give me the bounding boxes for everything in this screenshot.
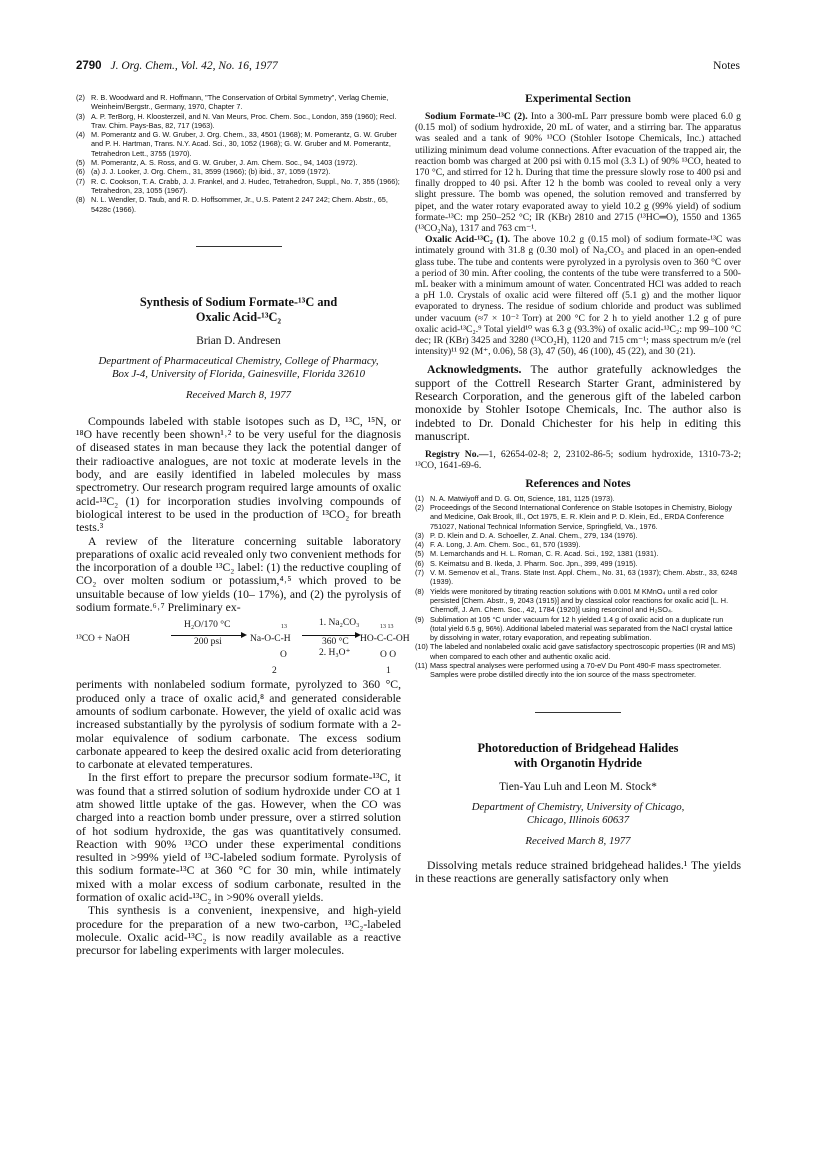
reference-text: M. Pomerantz and G. W. Gruber, J. Org. Chem., 33, 4501 (1968); M. Pomerantz, G. W. Gruber and P. H. Hartman, Trans. N.Y. Acad. Sci., 30, 1052 (1968); G. W. Gruber and M. Pomerantz, Tetrahedron Lett., 3755 (1970). [91,130,397,158]
journal-citation: J. Org. Chem., Vol. 42, No. 16, 1977 [110,60,278,72]
body-paragraph: Compounds labeled with stable isotopes such as D, ¹³C, ¹⁵N, or ¹⁸O have recently been shown¹˒² to be very useful for the diagnosis of diseased states in man because they lack the potential danger of their radioactive analogues, are not toxic at moderate levels in the body, and are easily identified in labeled molecules by mass spectrometry. Our research program required large amounts of oxalic acid-¹³C₂ (1) for incorporation studies involving compounds of biological interest to be used in the production of ¹³CO₂ for breath tests.³ [76,414,401,535]
scheme-condition: H₂O/170 °C [184,620,231,631]
scheme-product: HO-C-C-OH [360,634,410,645]
reference-text: Proceedings of the Second International Conference on Stable Isotopes in Chemistry, Biology and Medicine, Oak Brook, Ill., Oct 1975, E. R. Klein and P. D. Klein, Ed., ERDA Conference 751027, National Technical Information Service, Springfield, Va., 1976. [430,502,733,531]
reference-item [415,587,741,615]
reference-number: (6) [415,558,424,568]
reaction-arrow [171,635,245,636]
reference-number: (7) [76,176,85,186]
article-title: Synthesis of Sodium Formate-¹³C and Oxalic Acid-¹³C₂ [139,294,338,324]
reference-text: (a) J. J. Looker, J. Org. Chem., 31, 3599 (1966); (b) ibid., 37, 1059 (1972). [91,167,331,177]
experimental-paragraph: Sodium Formate-¹³C (2). Into a 300-mL Parr pressure bomb were placed 6.0 g (0.15 mol) of sodium hydroxide, 20 mL of water, and a stirring bar. The apparatus was sealed and a tank of 90% ¹³CO (Stohler Isotope Chemicals, Inc.) attached utilizing minimum dead volume connections. After evacuation of the trapped air, the reaction bomb was charged at 200 psi with 0.15 mol (3.3 L) of 90% ¹³CO, heated to 170 °C, and stirred for 12 h. During that time the pressure slowly rose to 400 psi and finally dropped to 40 psi. After 12 h the bomb was cooled to reveal only a very slight pressure. The bomb was opened, the solution removed and transferred by pipet, and the water rotary evaporated away to yield 10.2 g (99% yield) of sodium formate-¹³C: mp 250–252 °C; IR (KBr) 2810 and 2715 (¹³HC═O), 1550 and 1365 (¹³CO₂Na), 1317 and 763 cm⁻¹. [415,111,741,235]
reference-item [76,177,401,196]
reaction-scheme [76,614,410,678]
received-date: Received March 8, 1977 [525,834,631,847]
body-paragraph: A review of the literature concerning suitable laboratory preparations of oxalic acid revealed only two convenient methods for the incorporation of a double ¹³C₂ label: (1) the reductive coupling of CO₂ over molten sodium or potassium,⁴˒⁵ which proved to be unsuitable because of low yields (10– 17%), and (2) the pyrolysis of sodium formate.⁶˒⁷ Preliminary ex- [76,534,401,615]
article-author: Brian D. Andresen [196,334,281,347]
reference-item [415,531,741,540]
reference-item [415,568,741,587]
reference-item [76,93,401,112]
reference-number: (2) [415,502,424,512]
isotope-label: 13 [281,624,287,631]
compound-number: 1 [386,666,391,677]
reference-text: The labeled and nonlabeled oxalic acid gave satisfactory spectroscopic properties (IR and MS) when compared to each other and authentic oxalic acid. [430,642,736,661]
reference-item [415,549,741,558]
reference-item [415,559,741,568]
body-paragraph: periments with nonlabeled sodium formate, pyrolyzed to 360 °C, produced only a trace of oxalic acid,⁸ and generated considerable amounts of sodium carbonate. However, the yield of oxalic acid was increased substantially by the pyrolysis of sodium formate with a 2-molar equivalence of sodium carbonate. The excess sodium carbonate appeared to keep the desired oxalic acid from deteriorating to carbonate at elevated temperatures. [76,678,401,772]
reference-item [76,195,401,214]
reference-text: N. L. Wendler, D. Taub, and R. D. Hoffsommer, Jr., U.S. Patent 2 247 242; Chem. Abstr., 65, 5428c (1966). [91,195,388,214]
reference-text: A. P. TerBorg, H. Kloosterzeil, and N. Van Meurs, Proc. Chem. Soc., London, 359 (1960); Recl. Trav. Chim. Pays-Bas, 82, 717 (1963). [91,111,397,130]
reference-text: Sublimation at 105 °C under vacuum for 12 h yielded 1.4 g of oxalic acid on a duplicate run (total yield 6.5 g, 96%). Additional labeled material was separated from the NaCl crystal lattice by dissolving in water, rotary evaporation, and repeating sublimation. [430,614,733,643]
article-title: Photoreduction of Bridgehead Halides with Organotin Hydride [477,740,679,770]
reference-number: (3) [415,530,424,540]
registry-numbers: Registry No.—1, 62654-02-8; 2, 23102-86-5; sodium hydroxide, 1310-73-2; ¹³CO, 1641-69-6. [415,449,742,472]
section-label: Notes [713,60,740,72]
reference-item [415,661,741,680]
reference-text: M. Pomerantz, A. S. Ross, and G. W. Gruber, J. Am. Chem. Soc., 94, 1403 (1972). [91,158,358,168]
reference-text: V. M. Semenov et al., Trans. State Inst. Appl. Chem., No. 31, 63 (1937); Chem. Abstr., 33, 6248 (1939). [430,568,738,587]
article-affiliation: Department of Chemistry, University of Chicago, Chicago, Illinois 60637 [471,800,685,826]
reference-number: (5) [76,158,85,168]
reference-number: (4) [415,540,424,550]
received-date: Received March 8, 1977 [185,388,292,401]
reference-number: (9) [415,614,424,624]
reference-number: (2) [76,93,85,102]
carbonyl-oxygen: O O [380,650,397,661]
reference-item [76,130,401,158]
reference-item [415,642,741,661]
reference-text: R. C. Cookson, T. A. Crabb, J. J. Frankel, and J. Hudec, Tetrahedron, Suppl., No. 7, 355 (1966); Tetrahedron, 23, 1055 (1967). [91,176,400,195]
right-column [415,93,741,885]
previous-article-references [76,93,401,214]
reference-text: P. D. Klein and D. A. Schoeller, Z. Anal. Chem., 279, 134 (1976). [430,530,638,540]
reference-item [415,494,741,503]
reference-item [76,112,401,131]
reference-number: (3) [76,111,85,121]
reference-number: (7) [415,568,424,578]
reference-item [76,158,401,167]
reference-text: F. A. Long, J. Am. Chem. Soc., 61, 570 (1939). [430,540,581,550]
reference-number: (5) [415,549,424,559]
isotope-label: 13 13 [380,624,394,631]
reference-number: (8) [76,195,85,205]
scheme-reactants: ¹³CO + NaOH [76,634,130,645]
reference-text: S. Keimatsu and B. Ikeda, J. Pharm. Soc. Jpn., 399, 499 (1915). [430,558,638,568]
reference-text: R. B. Woodward and R. Hoffmann, "The Conservation of Orbital Symmetry", Verlag Chemie, Weinheim/Bergstr., Germany, 1970, Chapter 7. [91,93,389,112]
scheme-condition: 360 °C [322,637,349,648]
scheme-condition: 200 psi [194,637,222,648]
article-affiliation: Department of Pharmaceutical Chemistry, College of Pharmacy, Box J-4, University of Florida, Gainesville, Florida 32610 [98,354,379,380]
section-heading: References and Notes [525,477,631,490]
body-paragraph: This synthesis is a convenient, inexpensive, and high-yield procedure for the preparation of a new two-carbon, ¹³C₂-labeled molecule. Oxalic acid-¹³C₂ is now readily available as a reactive precursor for labeling experiments with larger molecules. [76,904,401,958]
body-paragraph: In the first effort to prepare the precursor sodium formate-¹³C, it was found that a stirred solution of sodium hydroxide under CO at 1 atm showed little uptake of the gas. However, when the CO was charged into a reaction bomb under pressure, over a stirred solution of hot sodium hydroxide, the gas was quantitatively consumed. Reaction with 90% ¹³CO under these experimental conditions resulted in >99% yield of ¹³C-labeled sodium formate. Pyrolysis of this sodium formate-¹³C at 360 °C for 30 min, while intimately mixed with a molar excess of sodium carbonate, resulted in the formation of oxalic acid-¹³C₂ in >90% overall yields. [76,771,401,905]
reference-text: M. Lemarchands and H. L. Roman, C. R. Acad. Sci., 192, 1381 (1931). [430,549,659,559]
reference-number: (4) [76,130,85,140]
scheme-condition: 1. Na₂CO₃ [319,618,360,629]
reference-item [415,615,741,643]
article-authors: Tien-Yau Luh and Leon M. Stock* [499,780,657,793]
body-paragraph: Dissolving metals reduce strained bridgehead halides.¹ The yields in these reactions are generally satisfactory only when [415,858,741,885]
reference-text: N. A. Matwiyoff and D. G. Ott, Science, 181, 1125 (1973). [430,493,615,503]
section-heading: Experimental Section [525,93,631,105]
scheme-condition: 2. H₃O⁺ [319,648,351,659]
experimental-paragraph: Oxalic Acid-¹³C₂ (1). The above 10.2 g (0.15 mol) of sodium formate-¹³C was intimately ground with 31.8 g (0.30 mol) of Na₂CO₃ and placed in an open-ended glass tube. The tube and contents were pyrolyzed in a pyrolysis oven to 360 °C over a period of 30 min. After cooling, the contents of the tube were transferred to a 500-mL beaker with a minimum amount of water. Concentrated HCl was added to reach a pH 1.0. Crystals of oxalic acid were filtered off (5.1 g) and the mother liquor evaporated to dryness. The residue of sodium chloride and product was sublimed under vacuum (≈7 × 10⁻² Torr) at 200 °C for 2 h to yield another 1.2 g of pure oxalic acid-¹³C₂.⁹ Total yield¹⁰ was 6.3 g (93.3%) of oxalic acid-¹³C₂: mp 99–100 °C dec; IR (KBr) 3425 and 3280 (¹³CO₂H), 1120 and 715 cm⁻¹; mass spectrum m/e (rel intensity)¹¹ 92 (M⁺, 0.06), 58 (3), 47 (50), 46 (100), 45 (22), and 30 (21). [415,234,742,358]
reference-number: (1) [415,493,424,503]
page-number: 2790 [76,60,102,72]
reference-item [415,503,741,531]
carbonyl-oxygen: O [280,650,287,661]
left-column [76,93,410,958]
running-header [76,60,740,78]
reference-item [415,540,741,549]
reference-number: (6) [76,167,85,177]
reference-number: (10) [415,642,428,652]
references-list [415,494,741,680]
reference-text: Yields were monitored by titrating reaction solutions with 0.001 M KMnO₄ until a red color persisted [Chem. Abstr., 9, 2043 (1915)] and by classical color reactions for oxalic acid [L. H. Chernoff, J. Am. Chem. Soc., 42, 1784 (1920)] using resorcinol and H₂SO₄. [430,586,729,615]
reference-number: (8) [415,586,424,596]
compound-number: 2 [272,666,277,677]
reference-number: (11) [415,661,428,670]
scheme-intermediate: Na-O-C-H [250,634,291,645]
acknowledgments: Acknowledgments. The author gratefully acknowledges the support of the Cottrell Research Starter Grant, administered by Research Corporation, and the generous gift of the labeled carbon monoxide by Stohler Isotope Chemicals, Inc. The author also is indebted to Dr. Donald Chichester for his help in editing this manuscript. [415,363,741,443]
reference-text: Mass spectral analyses were performed using a 70-eV Du Pont 490-F mass spectrometer. Samples were probe distilled directly into the ion source of the mass spectrometer. [430,661,722,680]
reference-item [76,167,401,176]
